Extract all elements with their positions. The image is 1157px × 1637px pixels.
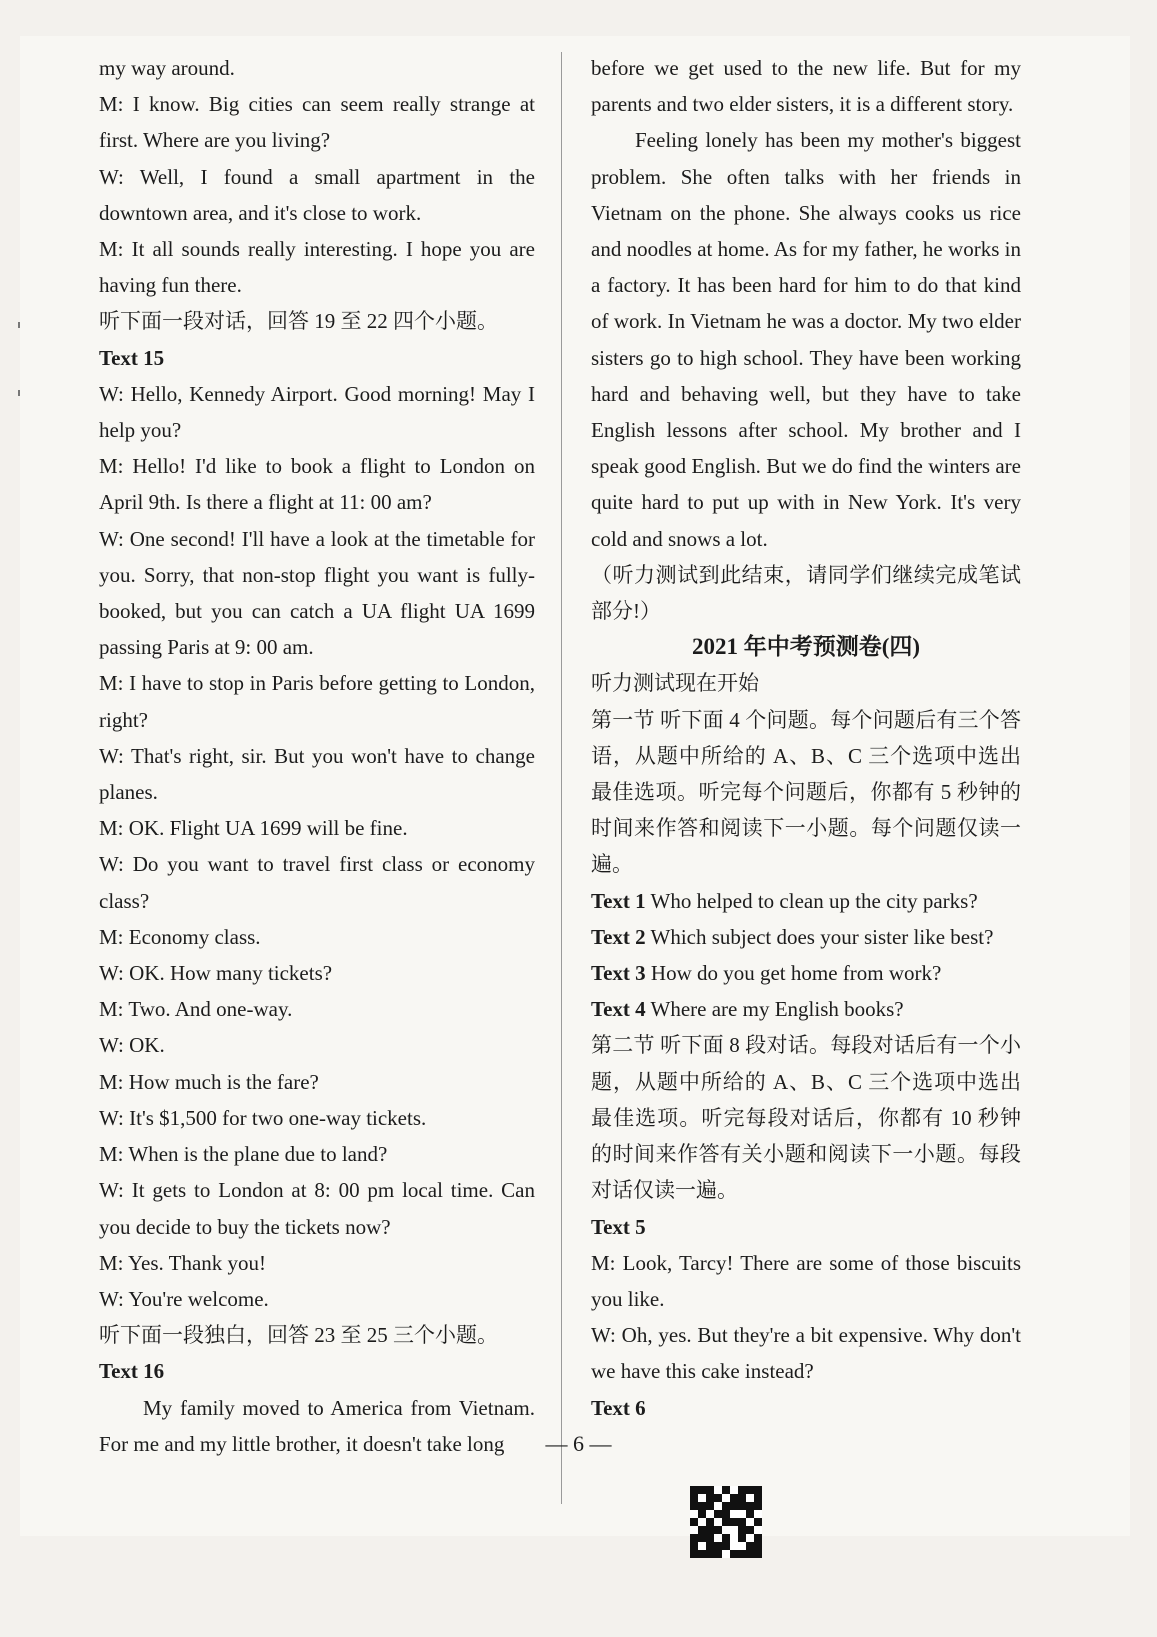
paragraph: M: How much is the fare?: [99, 1069, 319, 1094]
section-heading: 2021 年中考预测卷(四): [691, 634, 921, 660]
paragraph: W: That's right, sir. But you won't have to change planes.: [99, 743, 535, 805]
scan-mark: [18, 390, 20, 396]
paragraph: W: Oh, yes. But they're a bit expensive. Why don't we have this cake instead?: [591, 1323, 1021, 1384]
paragraph: W: One second! I'll have a look at the timetable for you. Sorry, that non-stop flight you want is fully-booked, but you can catch a UA flight UA 1699 passing Paris at 9: 00 am.: [99, 526, 535, 660]
section-heading: Text 6: [591, 1395, 646, 1420]
paragraph: W: OK.: [99, 1033, 165, 1058]
paragraph: W: OK. How many tickets?: [99, 961, 333, 986]
section-heading: Text 15: [99, 345, 165, 370]
column-divider: [561, 52, 562, 1504]
paragraph: 第一节 听下面 4 个问题。每个问题后有三个答语，从题中所给的 A、B、C 三个选项中选出最佳选项。听完每个问题后，你都有 5 秒钟的时间来作答和阅读下一小题。每个问题仅读一遍。: [591, 707, 1021, 877]
paragraph: 第二节 听下面 8 段对话。每段对话后有一个小题，从题中所给的 A、B、C 三个选项中选出最佳选项。听完每段对话后，你都有 10 秒钟的时间来作答有关小题和阅读下一小题。每段对话仅读一遍。: [591, 1033, 1021, 1203]
paragraph: Text 3 How do you get home from work?: [591, 961, 942, 986]
paragraph: M: Hello! I'd like to book a flight to London on April 9th. Is there a flight at 11: 00 am?: [99, 454, 535, 515]
paragraph: M: I know. Big cities can seem really strange at first. Where are you living?: [99, 92, 535, 153]
paragraph: M: Yes. Thank you!: [99, 1250, 267, 1275]
scan-mark: [18, 322, 20, 328]
paragraph: M: I have to stop in Paris before getting to London, right?: [99, 671, 535, 732]
paragraph: W: Do you want to travel first class or economy class?: [99, 852, 535, 913]
paragraph: M: Economy class.: [99, 924, 261, 949]
paragraph: W: You're welcome.: [99, 1286, 269, 1311]
paragraph: Feeling lonely has been my mother's biggest problem. She often talks with her friends in Vietnam on the phone. She always cooks us rice and noodles at home. As for my father, he works in a factory. It has been hard for him to do that kind of work. In Vietnam he was a doctor. My two elder sisters go to high school. They have been working hard and behaving well, but they have to take English lessons after school. My brother and I speak good English. But we do find the winters are quite hard to put up with in New York. It's very cold and snows a lot.: [591, 128, 1021, 551]
paragraph: 听力测试现在开始: [591, 671, 759, 696]
paragraph: W: Hello, Kennedy Airport. Good morning! May I help you?: [99, 381, 535, 443]
qr-code: [690, 1486, 762, 1558]
paragraph: before we get used to the new life. But for my parents and two elder sisters, it is a different story.: [591, 56, 1021, 117]
paragraph: my way around.: [99, 56, 235, 80]
paragraph: M: OK. Flight UA 1699 will be fine.: [99, 816, 408, 841]
paragraph: My family moved to America from Vietnam. For me and my little brother, it doesn't take long: [99, 1395, 535, 1456]
section-heading: Text 5: [591, 1214, 646, 1239]
page-number: — 6 —: [545, 1431, 612, 1456]
left-column: [99, 50, 535, 1462]
paragraph: Text 2 Which subject does your sister like best?: [591, 924, 994, 949]
paragraph: （听力测试到此结束，请同学们继续完成笔试部分!）: [591, 562, 1021, 624]
paragraph: Text 4 Where are my English books?: [591, 997, 904, 1022]
right-column: [591, 50, 1021, 1426]
paragraph: M: Look, Tarcy! There are some of those biscuits you like.: [591, 1250, 1021, 1311]
paragraph: M: Two. And one-way.: [99, 997, 293, 1022]
paragraph: W: It gets to London at 8: 00 pm local time. Can you decide to buy the tickets now?: [99, 1178, 535, 1239]
paragraph: W: Well, I found a small apartment in the downtown area, and it's close to work.: [99, 164, 535, 225]
paragraph: W: It's $1,500 for two one-way tickets.: [99, 1105, 427, 1130]
paragraph: 听下面一段对话，回答 19 至 22 四个小题。: [99, 309, 498, 334]
paragraph: Text 1 Who helped to clean up the city parks?: [591, 888, 978, 913]
section-heading: Text 16: [99, 1359, 165, 1384]
paragraph: M: When is the plane due to land?: [99, 1142, 388, 1167]
paragraph: 听下面一段独白，回答 23 至 25 三个小题。: [99, 1323, 498, 1348]
paragraph: M: It all sounds really interesting. I hope you are having fun there.: [99, 237, 535, 298]
